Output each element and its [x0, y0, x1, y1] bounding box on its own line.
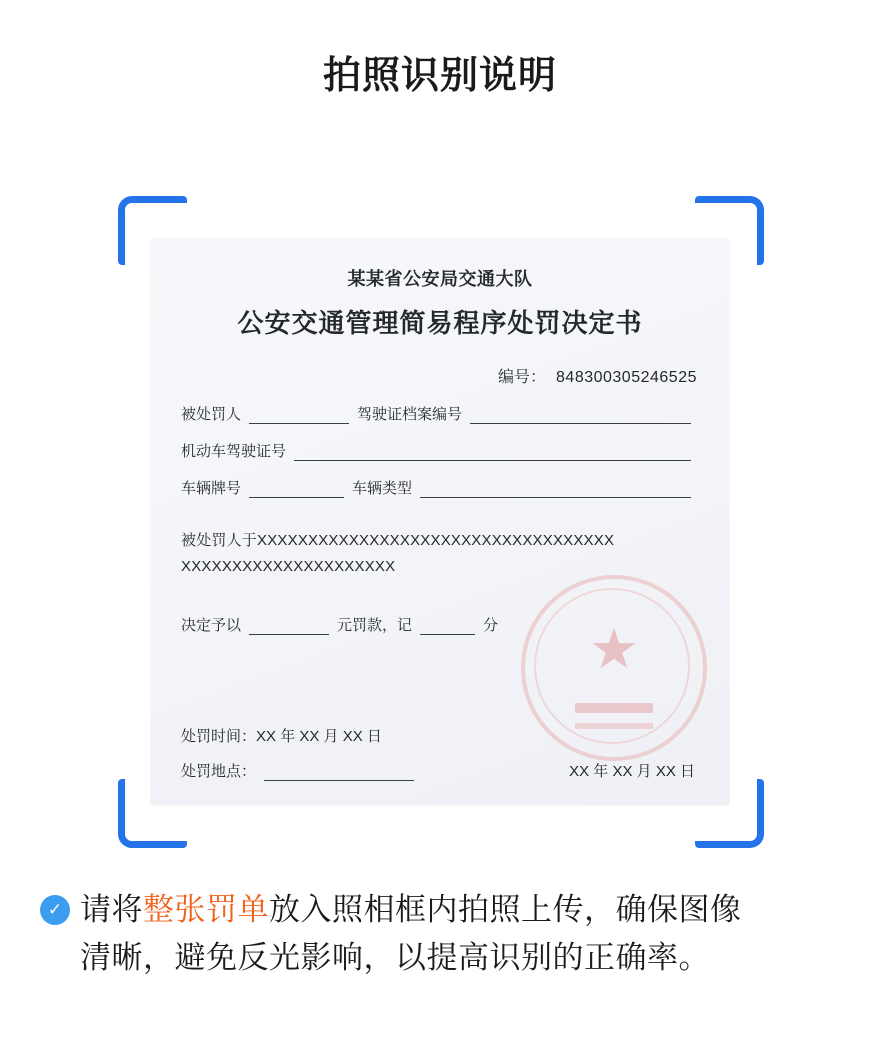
- page-title: 拍照识别说明: [322, 55, 557, 97]
- serial-label: 编号：: [498, 369, 547, 386]
- instruction-note: [40, 886, 840, 982]
- ticket-issuing-org: 某某省公安局交通大队: [347, 269, 533, 289]
- ticket-footer-block: [181, 725, 699, 781]
- punished-person-label: 被处罚人: [181, 406, 242, 423]
- plate-no-blank: [249, 482, 344, 498]
- check-circle-icon: ✓: [40, 895, 70, 925]
- penalty-place-label: 处罚地点：: [181, 763, 257, 780]
- serial-value: 848300305246525: [556, 369, 697, 386]
- driver-license-no-label: 机动车驾驶证号: [181, 443, 287, 460]
- license-file-no-blank: [470, 408, 691, 424]
- penalty-time-label: 处罚时间：: [181, 728, 257, 745]
- ticket-heading: 公安交通管理简易程序处罚决定书: [237, 308, 643, 338]
- penalty-signature-date: XX 年 XX 月 XX 日: [569, 763, 695, 780]
- capture-frame: [118, 196, 764, 848]
- penalty-fine-unit: 元罚款，记: [337, 617, 413, 634]
- vehicle-type-label: 车辆类型: [352, 480, 413, 497]
- seal-bar-upper: [575, 703, 653, 713]
- seal-star-glyph: ★: [588, 617, 640, 680]
- field-row-punished-person: [181, 403, 699, 424]
- ticket-serial-row: [181, 364, 699, 387]
- ticket-body: [151, 364, 729, 635]
- penalty-time-value: XX 年 XX 月 XX 日: [256, 728, 382, 745]
- note-line-2: 清晰，避免反光影响，以提高识别的正确率。: [80, 940, 710, 975]
- violation-paragraph-line-2: XXXXXXXXXXXXXXXXXXXXX: [181, 558, 396, 575]
- penalty-decision-prefix: 决定予以: [181, 617, 242, 634]
- ticket-preview-image: [151, 239, 729, 805]
- penalty-points-unit: 分: [483, 617, 499, 634]
- penalty-place-blank: [264, 765, 414, 781]
- penalty-decision-row: [181, 614, 699, 635]
- field-row-vehicle: [181, 477, 699, 498]
- penalty-time-row: [181, 725, 699, 746]
- vehicle-type-blank: [420, 482, 691, 498]
- penalty-fine-blank: [249, 619, 329, 635]
- driver-license-no-blank: [294, 445, 691, 461]
- note-highlight: 整张罚单: [143, 892, 269, 927]
- note-middle: 放入照相框内拍照上传，确保图像: [269, 892, 742, 927]
- instruction-note-text: [80, 886, 742, 982]
- license-file-no-label: 驾驶证档案编号: [357, 406, 463, 423]
- punished-person-blank: [249, 408, 349, 424]
- field-row-driver-license-no: [181, 440, 699, 461]
- plate-no-label: 车辆牌号: [181, 480, 242, 497]
- violation-paragraph: [181, 528, 699, 580]
- note-prefix: 请将: [80, 892, 143, 927]
- violation-paragraph-line-1: 被处罚人于XXXXXXXXXXXXXXXXXXXXXXXXXXXXXXXXXXX: [181, 532, 615, 549]
- penalty-points-blank: [420, 619, 475, 635]
- penalty-place-row: [181, 760, 699, 781]
- penalty-place-left: [181, 760, 422, 781]
